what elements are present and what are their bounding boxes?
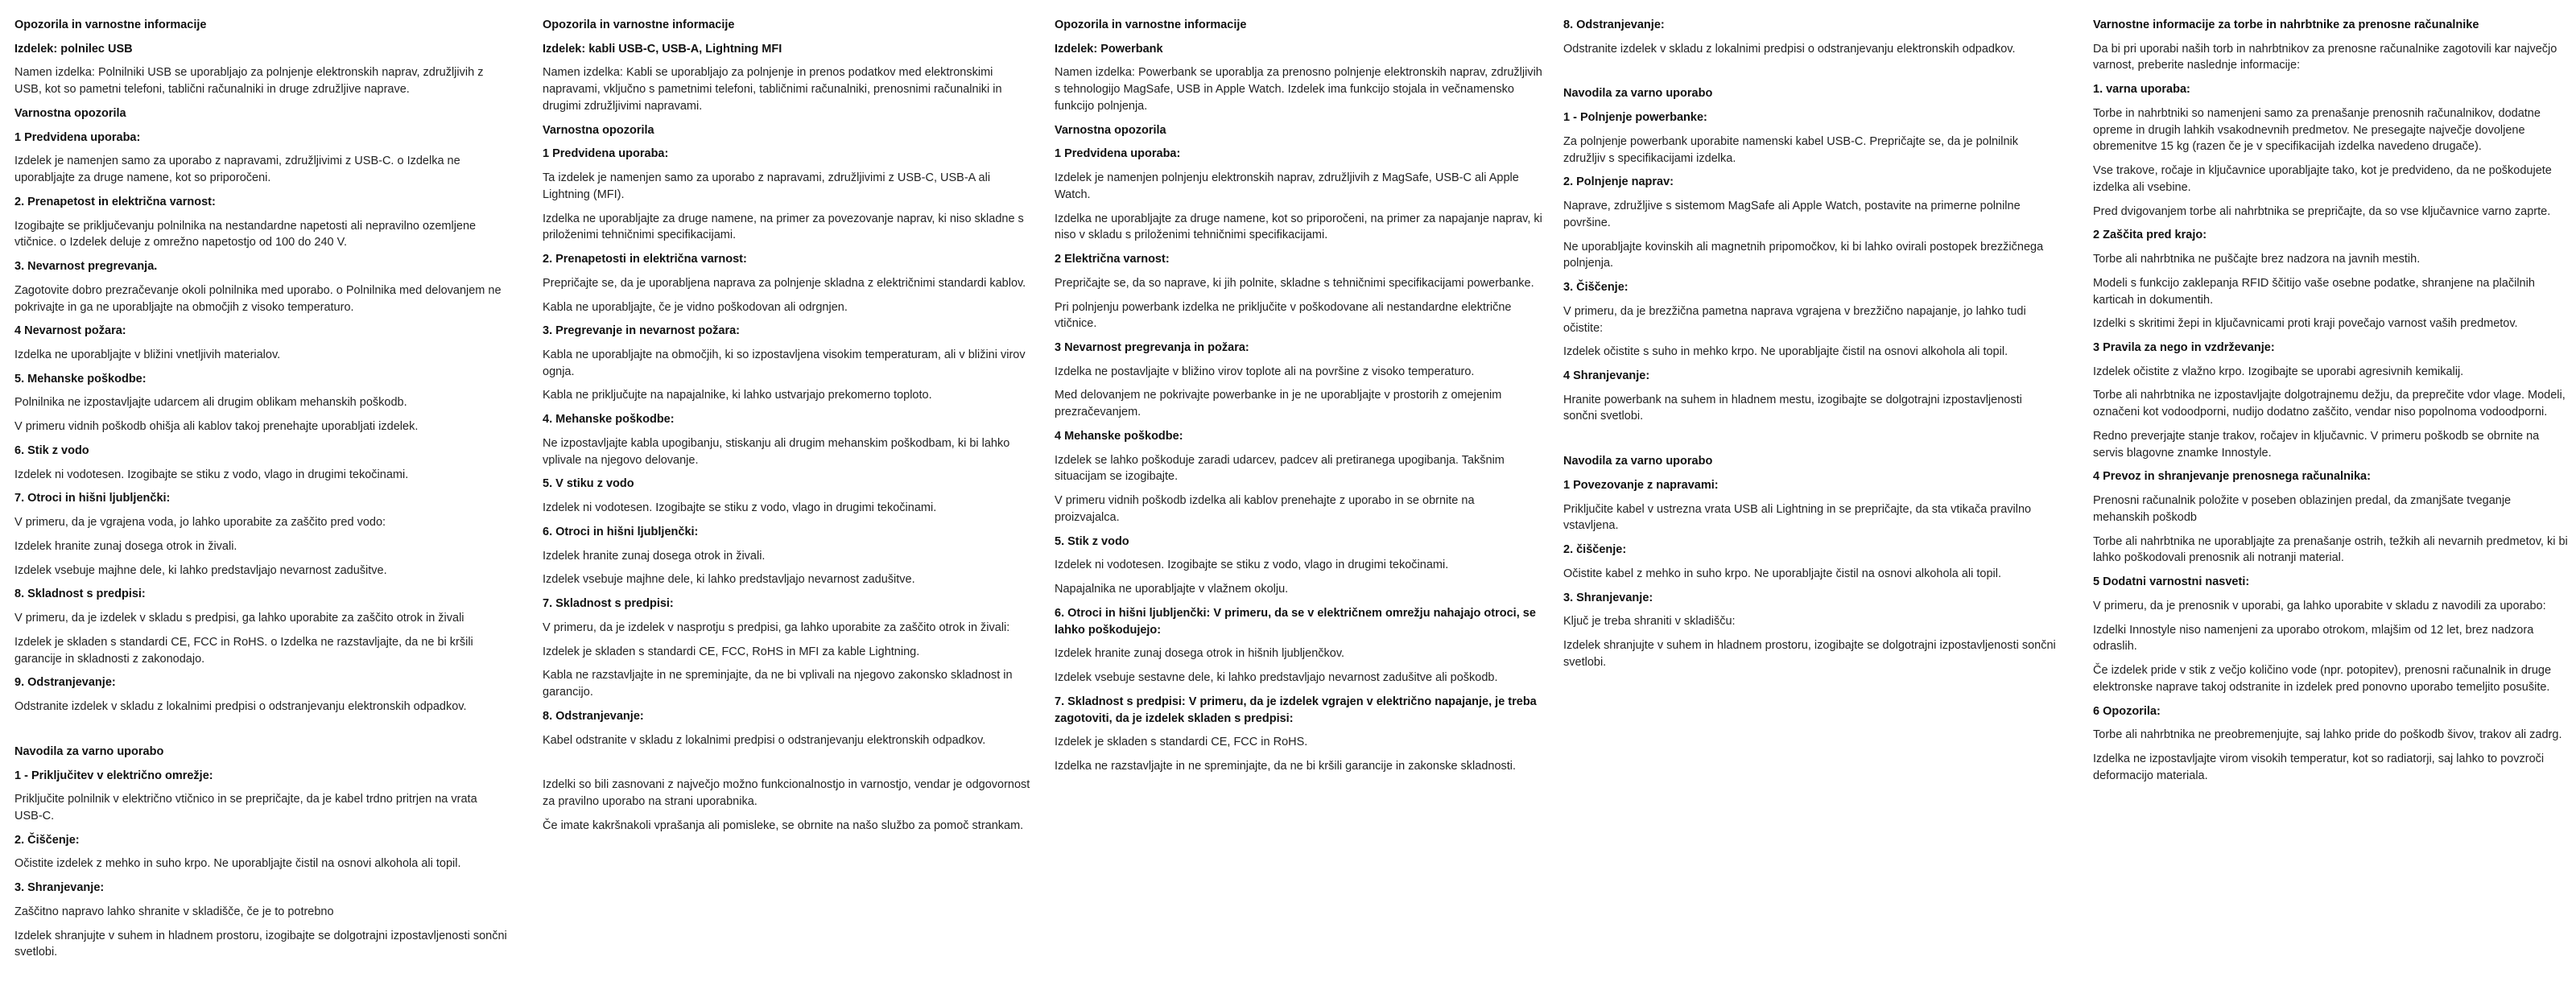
paragraph: Torbe ali nahrbtnika ne preobremenjujte, saj lahko pride do poškodb šivov, trakov ali zadrg. bbox=[2093, 728, 2562, 742]
section-heading: Navodila za varno uporabo bbox=[14, 744, 164, 758]
paragraph: Priključite polnilnik v električno vtičnico in se prepričajte, da je kabel trdno pritrjen na vrata USB-C. bbox=[14, 793, 477, 823]
paragraph: Namen izdelka: Polnilniki USB se uporabljajo za polnjenje elektronskih naprav, združljivih z USB, kot so pametni telefoni, tablični računalniki in druge združljive naprave. bbox=[14, 66, 484, 97]
paragraph: Izdelek hranite zunaj dosega otrok in hišnih ljubljenčkov. bbox=[1055, 647, 1345, 661]
section-heading: Varnostne informacije za torbe in nahrbtnike za prenosne računalnike bbox=[2093, 19, 2479, 31]
paragraph: Očistite kabel z mehko in suho krpo. Ne uporabljajte čistil na osnovi alkohola ali topil. bbox=[1563, 567, 2002, 580]
paragraph: Redno preverjajte stanje trakov, ročajev in ključavnic. V primeru poškodb se obrnite na servis blagovne znamke Innostyle. bbox=[2093, 429, 2540, 460]
section-gap bbox=[14, 723, 507, 744]
section-heading: 4 Mehanske poškodbe: bbox=[1055, 429, 1183, 443]
section-heading: 1 Predvidena uporaba: bbox=[543, 147, 669, 161]
section-heading: Opozorila in varnostne informacije bbox=[14, 19, 207, 31]
paragraph: Izdelki Innostyle niso namenjeni za uporabo otrokom, mlajšim od 12 let, brez nadzora odraslih. bbox=[2093, 623, 2534, 653]
column-powerbank bbox=[1055, 17, 1542, 782]
paragraph: Izdelek ni vodotesen. Izogibajte se stiku z vodo, vlago in drugimi tekočinami. bbox=[14, 468, 409, 481]
paragraph: Očistite izdelek z mehko in suho krpo. Ne uporabljajte čistil na osnovi alkohola ali topil. bbox=[14, 857, 461, 871]
paragraph: Kabla ne uporabljajte na območjih, ki so izpostavljena visokim temperaturam, ali v bližini virov ognja. bbox=[543, 348, 1026, 378]
paragraph: Izdelka ne razstavljajte in ne spreminjajte, da ne bi kršili garancije in zakonske skladnosti. bbox=[1055, 759, 1517, 773]
paragraph: Izogibajte se priključevanju polnilnika na nestandardne napetosti ali nepravilno ozemljene vtičnice. o Izdelek deluje z omrežno napetostjo od 100 do 240 V. bbox=[14, 219, 477, 249]
paragraph: Izdelki so bili zasnovani z največjo možno funkcionalnostjo in varnostjo, vendar je odgovornost za pravilno uporabo na strani uporabnika. bbox=[543, 778, 1030, 808]
paragraph: Izdelek hranite zunaj dosega otrok in živali. bbox=[543, 549, 766, 563]
paragraph: Naprave, združljive s sistemom MagSafe ali Apple Watch, postavite na primerne polnilne površine. bbox=[1563, 200, 2021, 229]
paragraph: Izdelek se lahko poškoduje zaradi udarcev, padcev ali pretiranega upogibanja. Takšnim situacijam se izogibajte. bbox=[1055, 453, 1505, 484]
column-usb-cables bbox=[543, 17, 1035, 841]
section-heading: Varnostna opozorila bbox=[1055, 123, 1166, 137]
paragraph: Izdelek očistite s suho in mehko krpo. Ne uporabljajte čistil na osnovi alkohola ali topil. bbox=[1563, 345, 2008, 359]
column-laptop-bags bbox=[2093, 17, 2570, 791]
section-heading: 3 Nevarnost pregrevanja in požara: bbox=[1055, 341, 1249, 355]
paragraph: Kabla ne razstavljajte in ne spreminjajte, da ne bi vplivali na njegovo zakonsko skladnost in garancijo. bbox=[543, 669, 1013, 699]
paragraph: Izdelek je skladen s standardi CE, FCC in RoHS. bbox=[1055, 736, 1308, 749]
paragraph: Izdelek hranite zunaj dosega otrok in živali. bbox=[14, 539, 237, 553]
section-heading: 6. Otroci in hišni ljubljenčki: V primeru, da se v električnem omrežju nahajajo otroci, se lahko poškodujejo: bbox=[1055, 606, 1536, 637]
paragraph: Torbe ali nahrbtnika ne izpostavljajte dolgotrajnemu dežju, da preprečite vdor vlage. Modeli, označeni kot vodoodporni, nudijo dodatno zaščito, vendar niso popolnoma vodoodporni. bbox=[2093, 389, 2566, 419]
paragraph: Namen izdelka: Kabli se uporabljajo za polnjenje in prenos podatkov med elektronskimi napravami, vključno s pametnimi telefoni, tabličnimi računalniki, prenosnimi računalniki in drugimi združljivimi napravami. bbox=[543, 66, 1002, 113]
section-heading: 3. Pregrevanje in nevarnost požara: bbox=[543, 324, 740, 338]
paragraph: Kabel odstranite v skladu z lokalnimi predpisi o odstranjevanju elektronskih odpadkov. bbox=[543, 733, 986, 747]
section-heading: Izdelek: kabli USB-C, USB-A, Lightning MFI bbox=[543, 42, 782, 56]
paragraph: Izdelek je skladen s standardi CE, FCC in RoHS. o Izdelka ne razstavljajte, da ne bi kršili garancije in skladnosti z zakonodajo. bbox=[14, 635, 473, 666]
section-heading: 1 Predvidena uporaba: bbox=[14, 130, 141, 144]
paragraph: Izdelek je namenjen samo za uporabo z napravami, združljivimi z USB-C. o Izdelka ne uporabljajte za druge namene, kot so priporočeni. bbox=[14, 155, 460, 185]
section-heading: 1 - Polnjenje powerbanke: bbox=[1563, 111, 1707, 125]
paragraph: Izdelka ne uporabljajte za druge namene, kot so priporočeni, na primer za napajanje naprav, ki niso v skladu s priloženimi tehničnimi specifikacijami. bbox=[1055, 212, 1542, 242]
section-heading: 9. Odstranjevanje: bbox=[14, 676, 116, 690]
paragraph: Da bi pri uporabi naših torb in nahrbtnikov za prenosne računalnike zagotovili kar največjo varnost, preberite naslednje informacije: bbox=[2093, 42, 2557, 72]
section-heading: 6. Otroci in hišni ljubljenčki: bbox=[543, 525, 699, 538]
section-heading: 7. Skladnost s predpisi: V primeru, da je izdelek vgrajen v električno napajanje, je treba zagotoviti, da je izdelek skladen s predpisi: bbox=[1055, 695, 1537, 725]
paragraph: Pri polnjenju powerbank izdelka ne priključite v poškodovane ali nestandardne električne vtičnice. bbox=[1055, 300, 1512, 331]
paragraph: Izdelka ne uporabljajte za druge namene, na primer za povezovanje naprav, ki niso skladne s priloženimi tehničnimi specifikacijami. bbox=[543, 212, 1024, 242]
paragraph: Namen izdelka: Powerbank se uporablja za prenosno polnjenje elektronskih naprav, združljivih s tehnologijo MagSafe, USB in Apple Watch. Izdelek ima funkcijo stojala in večnamensko funkcijo polnjenja. bbox=[1055, 66, 1542, 113]
section-heading: Navodila za varno uporabo bbox=[1563, 455, 1713, 468]
paragraph: V primeru, da je izdelek v nasprotju s predpisi, ga lahko uporabite za zaščito otrok in živali: bbox=[543, 621, 1010, 634]
paragraph: Hranite powerbank na suhem in hladnem mestu, izogibajte se dolgotrajni izpostavljenosti sončni svetlobi. bbox=[1563, 393, 2022, 423]
section-heading: Opozorila in varnostne informacije bbox=[1055, 19, 1247, 31]
section-heading: 1 Povezovanje z napravami: bbox=[1563, 478, 1719, 492]
paragraph: Priključite kabel v ustrezna vrata USB ali Lightning in se prepričajte, da sta vtikača pravilno vstavljena. bbox=[1563, 502, 2032, 533]
paragraph: Izdelek vsebuje majhne dele, ki lahko predstavljajo nevarnost zadušitve. bbox=[14, 563, 387, 577]
section-heading: 3. Nevarnost pregrevanja. bbox=[14, 260, 158, 274]
section-gap bbox=[543, 756, 1035, 777]
section-heading: Varnostna opozorila bbox=[543, 123, 654, 137]
section-heading: 7. Otroci in hišni ljubljenčki: bbox=[14, 492, 171, 505]
section-heading: 4 Nevarnost požara: bbox=[14, 324, 126, 338]
section-heading: 3. Shranjevanje: bbox=[14, 881, 105, 895]
paragraph: Izdelek shranjujte v suhem in hladnem prostoru, izogibajte se dolgotrajni izpostavljenosti sončni svetlobi. bbox=[14, 929, 507, 959]
paragraph: Torbe in nahrbtniki so namenjeni samo za prenašanje prenosnih računalnikov, dodatne opreme in drugih lahkih vsakodnevnih predmetov. Ne presegajte največje dovoljene obremenitve 15 kg (razen če je v specifikacijah izdelka navedeno drugače). bbox=[2093, 106, 2541, 154]
paragraph: Ne uporabljajte kovinskih ali magnetnih pripomočkov, ki bi lahko ovirali postopek brezžičnega polnjenja. bbox=[1563, 240, 2044, 270]
paragraph: Izdelek ni vodotesen. Izogibajte se stiku z vodo, vlago in drugimi tekočinami. bbox=[1055, 559, 1449, 572]
section-heading: 5. V stiku z vodo bbox=[543, 477, 634, 491]
paragraph: Kabla ne uporabljajte, če je vidno poškodovan ali odrgnjen. bbox=[543, 300, 848, 314]
paragraph: V primeru vidnih poškodb izdelka ali kablov prenehajte z uporabo in se obrnite na proizvajalca. bbox=[1055, 494, 1475, 524]
section-heading: 6. Stik z vodo bbox=[14, 443, 89, 457]
section-heading: 3. Shranjevanje: bbox=[1563, 591, 1653, 604]
paragraph: Izdelka ne uporabljajte v bližini vnetljivih materialov. bbox=[14, 348, 281, 362]
paragraph: Izdelka ne izpostavljajte virom visokih temperatur, kot so radiatorji, saj lahko to povzroči deformacijo materiala. bbox=[2093, 752, 2545, 782]
paragraph: Izdelek vsebuje sestavne dele, ki lahko predstavljajo nevarnost zadušitve ali poškodb. bbox=[1055, 671, 1498, 685]
paragraph: Ključ je treba shraniti v skladišču: bbox=[1563, 615, 1736, 629]
paragraph: V primeru, da je brezžična pametna naprava vgrajena v brezžično napajanje, jo lahko tudi očistite: bbox=[1563, 304, 2026, 335]
section-heading: 7. Skladnost s predpisi: bbox=[543, 597, 674, 611]
section-heading: 6 Opozorila: bbox=[2093, 704, 2161, 718]
paragraph: Med delovanjem ne pokrivajte powerbanke in je ne uporabljajte v prostorih z omejenim prezračevanjem. bbox=[1055, 389, 1502, 419]
paragraph: Izdelka ne postavljajte v bližino virov toplote ali na površine z visoko temperaturo. bbox=[1055, 365, 1475, 378]
paragraph: Ta izdelek je namenjen samo za uporabo z napravami, združljivimi z USB-C, USB-A ali Lightning (MFI). bbox=[543, 171, 991, 201]
paragraph: V primeru, da je prenosnik v uporabi, ga lahko uporabite v skladu z navodili za uporabo: bbox=[2093, 599, 2546, 612]
section-heading: 2. Čiščenje: bbox=[14, 833, 80, 847]
paragraph: V primeru vidnih poškodb ohišja ali kablov takoj prenehajte uporabljati izdelek. bbox=[14, 420, 419, 434]
paragraph: Izdelki s skritimi žepi in ključavnicami proti kraji povečajo varnost vaših predmetov. bbox=[2093, 317, 2518, 331]
section-heading: 1 - Priključitev v električno omrežje: bbox=[14, 769, 213, 782]
paragraph: V primeru, da je vgrajena voda, jo lahko uporabite za zaščito pred vodo: bbox=[14, 516, 386, 530]
column-powerbank-and-cable-instructions bbox=[1563, 17, 2056, 678]
paragraph: Če imate kakršnakoli vprašanja ali pomisleke, se obrnite na našo službo za pomoč strankam. bbox=[543, 818, 1024, 832]
section-heading: 5. Mehanske poškodbe: bbox=[14, 372, 147, 385]
paragraph: Odstranite izdelek v skladu z lokalnimi predpisi o odstranjevanju elektronskih odpadkov. bbox=[14, 700, 467, 714]
paragraph: Kabla ne priključujte na napajalnike, ki lahko ustvarjajo prekomerno toploto. bbox=[543, 389, 932, 402]
section-heading: 2 Električna varnost: bbox=[1055, 253, 1170, 266]
section-heading: 3. Čiščenje: bbox=[1563, 281, 1629, 295]
section-gap bbox=[1563, 64, 2056, 85]
section-heading: 2. Prenapetosti in električna varnost: bbox=[543, 253, 747, 266]
section-heading: 4 Shranjevanje: bbox=[1563, 369, 1650, 383]
section-heading: Izdelek: polnilec USB bbox=[14, 42, 133, 56]
paragraph: Izdelek ni vodotesen. Izogibajte se stiku z vodo, vlago in drugimi tekočinami. bbox=[543, 501, 937, 515]
paragraph: Izdelek shranjujte v suhem in hladnem prostoru, izogibajte se dolgotrajni izpostavljenosti sončni svetlobi. bbox=[1563, 639, 2056, 669]
section-heading: 2 Zaščita pred krajo: bbox=[2093, 229, 2207, 242]
paragraph: Za polnjenje powerbank uporabite namenski kabel USB-C. Prepričajte se, da je polnilnik združljiv s specifikacijami izdelka. bbox=[1563, 134, 2019, 165]
paragraph: Polnilnika ne izpostavljajte udarcem ali drugim oblikam mehanskih poškodb. bbox=[14, 396, 407, 410]
section-heading: Opozorila in varnostne informacije bbox=[543, 19, 735, 31]
paragraph: Vse trakove, ročaje in ključavnice uporabljajte tako, kot je predvideno, da ne poškodujete izdelka ali vsebine. bbox=[2093, 164, 2552, 194]
column-usb-charger bbox=[14, 17, 507, 968]
section-heading: 4 Prevoz in shranjevanje prenosnega računalnika: bbox=[2093, 470, 2371, 484]
paragraph: Pred dvigovanjem torbe ali nahrbtnika se prepričajte, da so vse ključavnice varno zaprte. bbox=[2093, 204, 2551, 218]
section-heading: 3 Pravila za nego in vzdrževanje: bbox=[2093, 341, 2275, 355]
section-heading: 8. Odstranjevanje: bbox=[543, 709, 644, 723]
paragraph: Zagotovite dobro prezračevanje okoli polnilnika med uporabo. o Polnilnika med delovanjem ne pokrivajte in ga ne uporabljajte na območjih z visoko temperaturo. bbox=[14, 283, 502, 314]
paragraph: Izdelek vsebuje majhne dele, ki lahko predstavljajo nevarnost zadušitve. bbox=[543, 573, 915, 587]
paragraph: Prepričajte se, da so naprave, ki jih polnite, skladne s tehničnimi specifikacijami powerbanke. bbox=[1055, 276, 1534, 290]
section-heading: 1. varna uporaba: bbox=[2093, 83, 2190, 97]
section-heading: 2. Prenapetost in električna varnost: bbox=[14, 195, 216, 208]
section-heading: 2. čiščenje: bbox=[1563, 543, 1627, 557]
paragraph: Izdelek je skladen s standardi CE, FCC, RoHS in MFI za kable Lightning. bbox=[543, 645, 920, 658]
section-heading: 4. Mehanske poškodbe: bbox=[543, 413, 675, 427]
paragraph: Modeli s funkcijo zaklepanja RFID ščitijo vaše osebne podatke, shranjene na plačilnih karticah in dokumentih. bbox=[2093, 276, 2535, 307]
section-heading: Varnostna opozorila bbox=[14, 106, 126, 120]
paragraph: Prenosni računalnik položite v poseben oblazinjen predal, da zmanjšate tveganje mehanskih poškodb bbox=[2093, 494, 2512, 524]
section-heading: 1 Predvidena uporaba: bbox=[1055, 147, 1181, 161]
paragraph: Zaščitno napravo lahko shranite v skladišče, če je to potrebno bbox=[14, 905, 334, 918]
section-heading: Navodila za varno uporabo bbox=[1563, 87, 1713, 101]
section-heading: 5. Stik z vodo bbox=[1055, 534, 1129, 548]
paragraph: Ne izpostavljajte kabla upogibanju, stiskanju ali drugim mehanskim poškodbam, ki bi lahko vplivale na njegovo delovanje. bbox=[543, 436, 1010, 467]
section-heading: 8. Skladnost s predpisi: bbox=[14, 588, 146, 601]
paragraph: Če izdelek pride v stik z večjo količino vode (npr. potopitev), prenosni računalnik in druge elektronske naprave takoj odstranite in izdelek pred ponovno uporabo temeljito posušite. bbox=[2093, 664, 2552, 694]
section-heading: 5 Dodatni varnostni nasveti: bbox=[2093, 575, 2250, 589]
paragraph: Napajalnika ne uporabljajte v vlažnem okolju. bbox=[1055, 583, 1289, 596]
paragraph: Prepričajte se, da je uporabljena naprava za polnjenje skladna z električnimi standardi kablov. bbox=[543, 276, 1026, 290]
section-gap bbox=[1563, 432, 2056, 453]
section-heading: 8. Odstranjevanje: bbox=[1563, 19, 1665, 31]
paragraph: Torbe ali nahrbtnika ne uporabljajte za prenašanje ostrih, težkih ali nevarnih predmetov, ki bi lahko poškodovali prenosnik ali notranji material. bbox=[2093, 534, 2568, 565]
paragraph: Izdelek je namenjen polnjenju elektronskih naprav, združljivih z MagSafe, USB-C ali Apple Watch. bbox=[1055, 171, 1519, 201]
section-heading: Izdelek: Powerbank bbox=[1055, 42, 1163, 56]
paragraph: Odstranite izdelek v skladu z lokalnimi predpisi o odstranjevanju elektronskih odpadkov. bbox=[1563, 42, 2016, 56]
paragraph: Torbe ali nahrbtnika ne puščajte brez nadzora na javnih mestih. bbox=[2093, 253, 2421, 266]
paragraph: V primeru, da je izdelek v skladu s predpisi, ga lahko uporabite za zaščito otrok in živali bbox=[14, 612, 464, 625]
section-heading: 2. Polnjenje naprav: bbox=[1563, 175, 1674, 189]
paragraph: Izdelek očistite z vlažno krpo. Izogibajte se uporabi agresivnih kemikalij. bbox=[2093, 365, 2464, 378]
